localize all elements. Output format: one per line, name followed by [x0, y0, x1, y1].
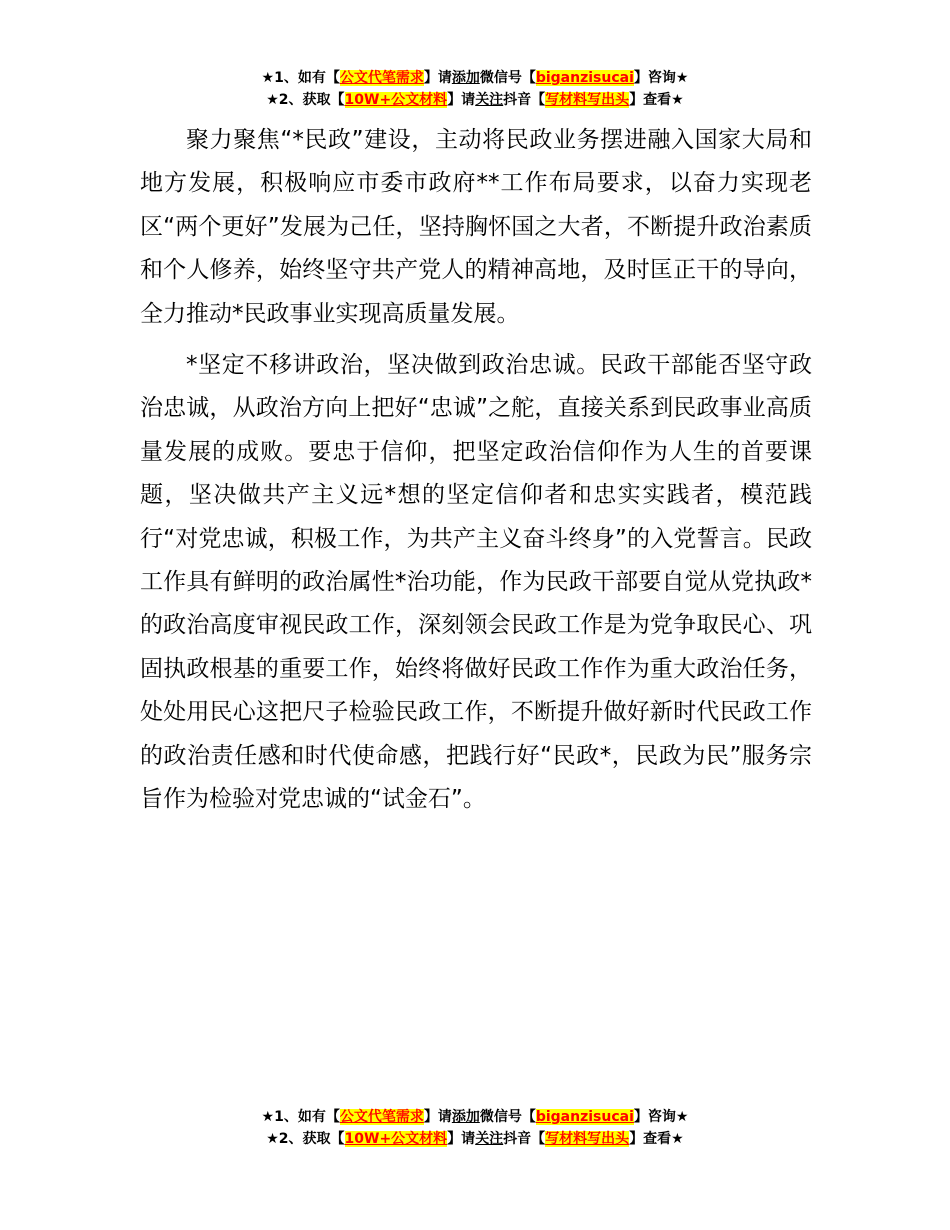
footer-promo-line-2-highlight-materials: 10W+公文材料 [344, 1131, 448, 1147]
footer-promo-line-1-mid: 】请 [423, 1109, 452, 1125]
footer-promo-line-2-prefix: ★2、获取【 [266, 1131, 345, 1147]
footer-promo-line-2-mid2: 抖音【 [503, 1131, 546, 1147]
promo-line-2-highlight-materials: 10W+公文材料 [344, 92, 448, 108]
footer-promo-line-1 [0, 1106, 950, 1128]
document-body [140, 119, 812, 830]
promo-line-2-underlined: 关注 [475, 92, 504, 108]
body-paragraph-2: *坚定不移讲政治，坚决做到政治忠诚。民政干部能否坚守政治忠诚，从政治方向上把好“忠诚”之舵，直接关系到民政事业高质量发展的成败。要忠于信仰，把坚定政治信仰作为人生的首要课题，坚决做共产主义远*想的坚定信仰者和忠实实践者，模范践行“对党忠诚，积极工作，为共产主义奋斗终身”的入党誓言。民政工作具有鲜明的政治属性*治功能，作为民政干部要自觉从党执政*的政治高度审视民政工作，深刻领会民政工作是为党争取民心、巩固执政根基的重要工作，始终将做好民政工作作为重大政治任务，处处用民心这把尺子检验民政工作，不断提升做好新时代民政工作的政治责任感和时代使命感，把践行好“民政*，民政为民”服务宗旨作为检验对党忠诚的“试金石”。 [140, 352, 812, 813]
promo-line-1-mid2: 微信号【 [479, 70, 536, 86]
promo-line-2-suffix: 】查看★ [629, 92, 684, 108]
footer-promo-line-2-mid: 】请 [447, 1131, 476, 1147]
footer-promo-line-1-highlight-wechat-id: biganzisucai [535, 1109, 634, 1125]
promo-line-2-prefix: ★2、获取【 [266, 92, 345, 108]
footer-promo-line-1-underlined: 添加 [451, 1109, 480, 1125]
footer-promo-line-2-suffix: 】查看★ [629, 1131, 684, 1147]
footer-promo-line-1-mid2: 微信号【 [479, 1109, 536, 1125]
promo-line-1-highlight-wechat-id: biganzisucai [535, 70, 634, 86]
promo-line-1-mid: 】请 [423, 70, 452, 86]
body-paragraph-1: 聚力聚焦“*民政”建设，主动将民政业务摆进融入国家大局和地方发展，积极响应市委市政府**工作布局要求，以奋力实现老区“两个更好”发展为己任，坚持胸怀国之大者，不断提升政治素质和个人修养，始终坚守共产党人的精神高地，及时匡正干的导向，全力推动*民政事业实现高质量发展。 [140, 127, 812, 327]
promo-line-2-mid: 】请 [447, 92, 476, 108]
footer-promo-line-1-highlight-service: 公文代笔需求 [339, 1109, 424, 1125]
footer-promo-line-2 [0, 1128, 950, 1150]
promo-line-1-prefix: ★1、如有【 [261, 70, 340, 86]
footer-promo-line-2-underlined: 关注 [475, 1131, 504, 1147]
footer-promo-line-1-prefix: ★1、如有【 [261, 1109, 340, 1125]
promo-line-2 [0, 89, 950, 111]
promo-line-2-highlight-douyin-id: 写材料写出头 [545, 92, 630, 108]
footer-promo-line-2-highlight-douyin-id: 写材料写出头 [545, 1131, 630, 1147]
promo-line-1 [0, 67, 950, 89]
footer-promo-line-1-suffix: 】咨询★ [633, 1109, 689, 1125]
header-promo-banner [0, 67, 950, 111]
promo-line-1-highlight-service: 公文代笔需求 [339, 70, 424, 86]
promo-line-2-mid2: 抖音【 [503, 92, 546, 108]
footer-promo-banner [0, 1106, 950, 1150]
promo-line-1-underlined: 添加 [451, 70, 480, 86]
promo-line-1-suffix: 】咨询★ [633, 70, 689, 86]
